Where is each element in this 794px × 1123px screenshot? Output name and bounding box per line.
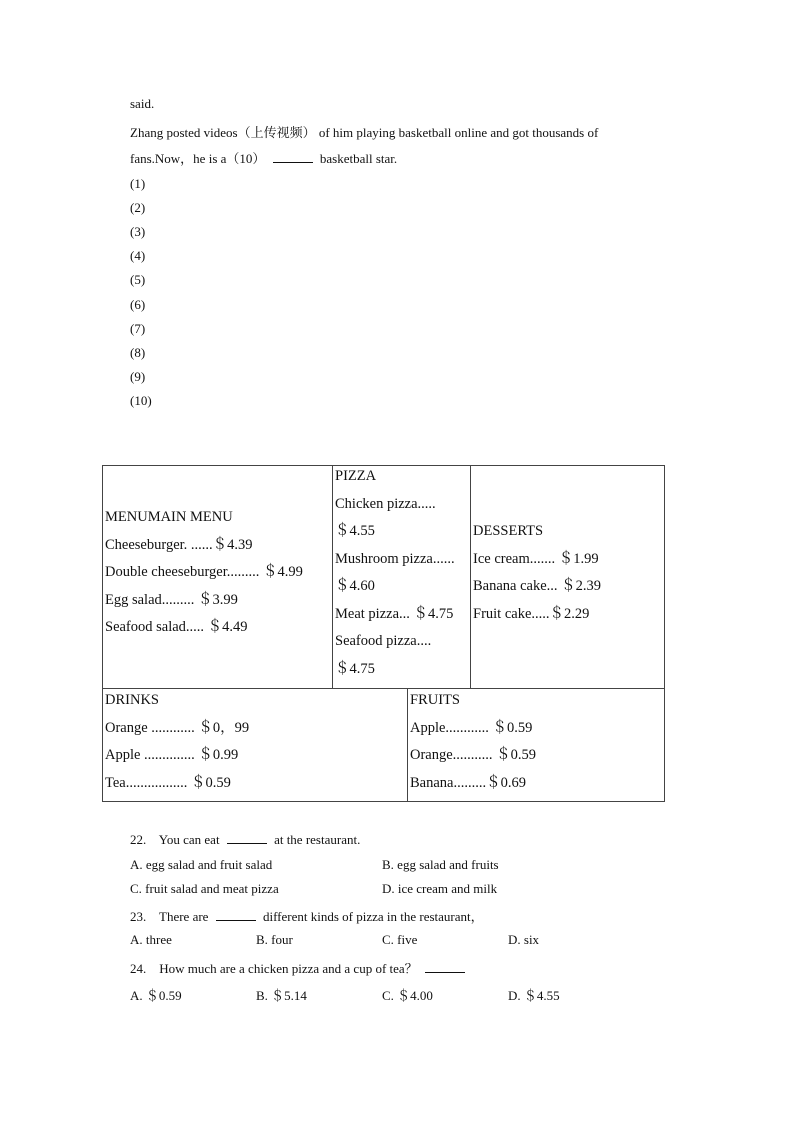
pizza-item: ＄4.75 xyxy=(335,660,375,677)
passage-line-3-start: fans.Now，he is a（10） xyxy=(130,151,266,166)
question-stem-start: There are xyxy=(159,909,209,924)
passage-line-3-end: basketball star. xyxy=(319,151,398,166)
drinks-item: Tea................. ＄0.59 xyxy=(105,774,231,791)
question-stem-end: at the restaurant. xyxy=(274,832,361,847)
answer-blank xyxy=(425,962,465,973)
main-menu-item: Cheeseburger. ......＄4.39 xyxy=(105,536,253,553)
answer-number-9: (9) xyxy=(130,369,146,384)
answer-blank xyxy=(273,152,313,163)
answer-number-3: (3) xyxy=(130,224,146,239)
fruits-title: FRUITS xyxy=(410,692,460,708)
question-23 xyxy=(130,906,484,925)
passage-line-3 xyxy=(130,148,397,167)
option-22-a: A. egg salad and fruit salad xyxy=(130,857,273,872)
pizza-item: Meat pizza... ＄4.75 xyxy=(335,605,454,622)
pizza-item: ＄4.60 xyxy=(335,578,375,594)
main-menu-title: MENUMAIN MENU xyxy=(105,509,233,525)
question-number: 23. xyxy=(130,909,147,924)
option-23-c: C. five xyxy=(382,932,418,947)
question-number: 24. xyxy=(130,961,147,976)
desserts-section xyxy=(471,518,664,628)
fruits-item: Banana.........＄0.69 xyxy=(410,774,526,791)
passage-line-1: said. xyxy=(130,96,155,111)
option-23-a: A. three xyxy=(130,932,172,947)
drinks-section xyxy=(103,687,407,797)
answer-number-7: (7) xyxy=(130,321,146,336)
answer-blank xyxy=(216,910,256,921)
option-24-a: A. ＄0.59 xyxy=(130,988,182,1003)
fruits-section xyxy=(408,687,664,797)
fruits-item: Apple............ ＄0.59 xyxy=(410,719,533,736)
main-menu-section xyxy=(103,504,332,642)
answer-number-2: (2) xyxy=(130,200,146,215)
main-menu-item: Egg salad......... ＄3.99 xyxy=(105,591,238,608)
answer-number-5: (5) xyxy=(130,272,146,287)
answer-blank xyxy=(227,833,267,844)
option-22-c: C. fruit salad and meat pizza xyxy=(130,881,279,896)
menu-table xyxy=(102,465,665,802)
pizza-section xyxy=(333,463,470,683)
option-23-b: B. four xyxy=(256,932,293,947)
pizza-item: Mushroom pizza...... xyxy=(335,550,455,567)
option-22-d: D. ice cream and milk xyxy=(382,881,498,896)
main-menu-item: Double cheeseburger......... ＄4.99 xyxy=(105,564,303,580)
drinks-item: Apple .............. ＄0.99 xyxy=(105,747,239,763)
question-24 xyxy=(130,958,469,977)
question-stem-start: You can eat xyxy=(158,832,220,847)
drinks-title: DRINKS xyxy=(105,692,159,708)
question-stem-end: different kinds of pizza in the restaurant， xyxy=(262,909,484,924)
main-menu-item: Seafood salad..... ＄4.49 xyxy=(105,619,248,635)
option-24-c: C. ＄4.00 xyxy=(382,988,433,1003)
answer-number-8: (8) xyxy=(130,345,146,360)
option-24-d: D. ＄4.55 xyxy=(508,988,560,1003)
option-22-b: B. egg salad and fruits xyxy=(382,857,499,872)
option-24-b: B. ＄5.14 xyxy=(256,988,307,1003)
passage-line-2: Zhang posted videos（上传视频） of him playing basketball online and got thousands of xyxy=(130,125,599,140)
option-23-d: D. six xyxy=(508,932,540,947)
pizza-item: Chicken pizza..... xyxy=(335,495,436,512)
desserts-title: DESSERTS xyxy=(473,523,544,539)
desserts-item: Banana cake... ＄2.39 xyxy=(473,578,602,594)
question-stem-start: How much are a chicken pizza and a cup of tea？ xyxy=(159,961,418,976)
question-number: 22. xyxy=(130,832,147,847)
pizza-item: Seafood pizza.... xyxy=(335,633,432,649)
fruits-item: Orange........... ＄0.59 xyxy=(410,747,537,763)
question-22 xyxy=(130,832,360,848)
answer-number-6: (6) xyxy=(130,297,146,312)
pizza-item: ＄4.55 xyxy=(335,523,375,539)
desserts-item: Ice cream....... ＄1.99 xyxy=(473,550,599,567)
drinks-item: Orange ............ ＄0，99 xyxy=(105,719,250,736)
answer-number-10: (10) xyxy=(130,393,152,408)
pizza-title: PIZZA xyxy=(335,468,377,484)
desserts-item: Fruit cake.....＄2.29 xyxy=(473,605,590,622)
answer-number-4: (4) xyxy=(130,248,146,263)
answer-number-1: (1) xyxy=(130,176,146,191)
